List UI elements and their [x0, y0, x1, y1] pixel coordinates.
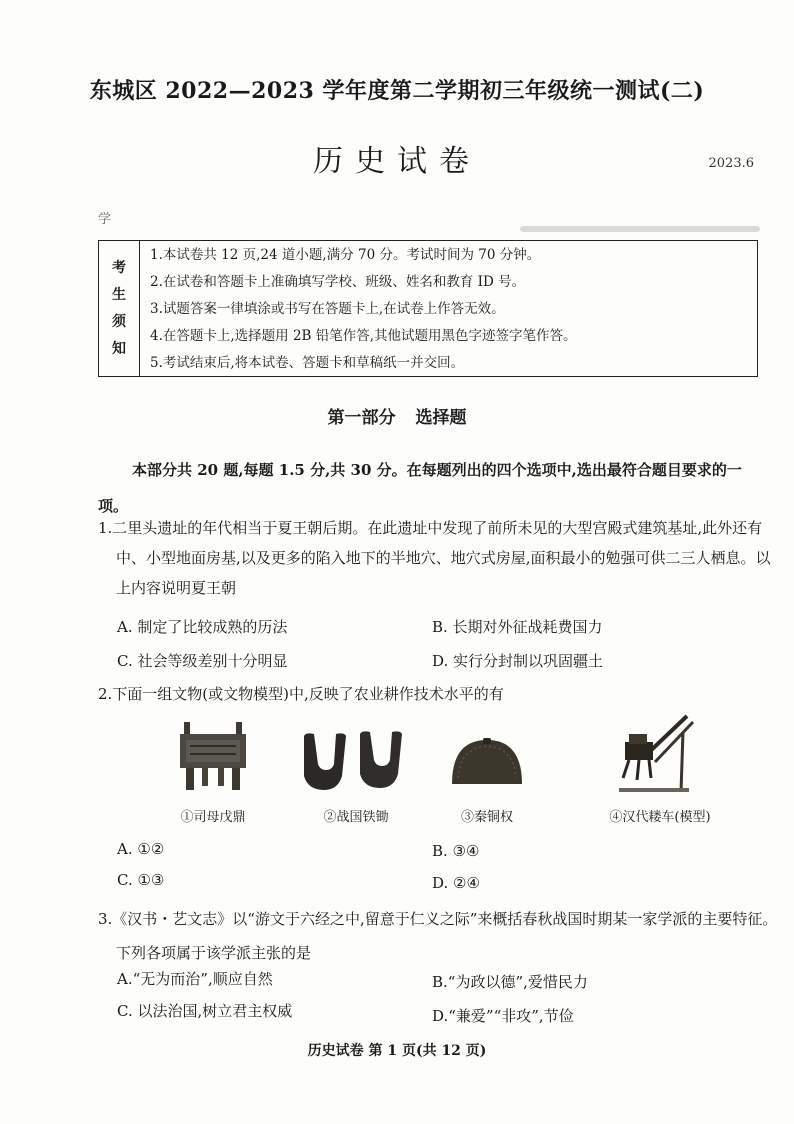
notice-list: [140, 241, 757, 376]
notice-item: 1.本试卷共 12 页,24 道小题,满分 70 分。考试时间为 70 分钟。: [150, 246, 541, 263]
iron-hoe-image: [300, 730, 412, 792]
scan-smudge: [520, 226, 760, 232]
notice-heading-char: 生: [112, 286, 126, 303]
q1-option-c: C. 社会等级差别十分明显: [117, 652, 288, 670]
exam-title: 东城区 2022—2023 学年度第二学期初三年级统一测试(二): [89, 78, 705, 104]
page-footer: 历史试卷 第 1 页(共 12 页): [307, 1043, 487, 1059]
candidate-notice-box: [98, 240, 758, 377]
notice-item: 4.在答题卡上,选择题用 2B 铅笔作答,其他试题用黑色字迹签字笔作答。: [150, 327, 577, 344]
q2-option-a: A. ①②: [117, 840, 165, 858]
q3-option-b: B.“为政以德”,爱惜民力: [432, 973, 588, 991]
q3-option-d: D.“兼爱”“非攻”,节俭: [432, 1007, 574, 1025]
caption-seed-drill: ④汉代耧车(模型): [609, 810, 711, 825]
question-2-stem: 2.下面一组文物(或文物模型)中,反映了农业耕作技术水平的有: [98, 685, 504, 703]
notice-item: 3.试题答案一律填涂或书写在答题卡上,在试卷上作答无效。: [150, 300, 505, 317]
subject-title: 历史试卷: [313, 144, 481, 179]
q1-option-b: B. 长期对外征战耗费国力: [432, 618, 603, 636]
q2-option-c: C. ①③: [117, 871, 165, 889]
qin-bronze-weight-image: [450, 738, 524, 788]
notice-heading-char: 考: [112, 259, 126, 276]
school-field-fragment: 学: [98, 212, 112, 227]
simuwu-ding-image: [178, 720, 248, 792]
notice-heading-char: 须: [112, 313, 126, 330]
q2-option-d: D. ②④: [432, 874, 480, 892]
notice-heading: [99, 241, 140, 376]
section-title: 第一部分 选择题: [327, 408, 467, 428]
question-1-stem: 1.二里头遗址的年代相当于夏王朝后期。在此遗址中发现了前所未见的大型宫殿式建筑基址,此外还有中、小型地面房基,以及更多的陷入地下的半地穴、地穴式房屋,面积最小的勉强可供二三人栖息。以上内容说明夏王朝: [98, 519, 771, 597]
notice-item: 5.考试结束后,将本试卷、答题卡和草稿纸一并交回。: [150, 354, 465, 371]
q1-option-d: D. 实行分封制以巩固疆土: [432, 652, 604, 670]
han-seed-drill-image: [615, 712, 695, 794]
q2-option-b: B. ③④: [432, 842, 480, 860]
caption-hoe: ②战国铁锄: [323, 810, 389, 825]
q1-option-a: A. 制定了比较成熟的历法: [117, 618, 288, 636]
q3-option-c: C. 以法治国,树立君主权威: [117, 1002, 293, 1020]
question-3-stem: 3.《汉书・艺文志》以“游文于六经之中,留意于仁义之际”来概括春秋战国时期某一家学派的主要特征。下列各项属于该学派主张的是: [98, 910, 778, 962]
q3-option-a: A.“无为而治”,顺应自然: [117, 970, 273, 988]
notice-heading-char: 知: [112, 340, 126, 357]
caption-weight: ③秦铜权: [460, 810, 513, 825]
notice-item: 2.在试卷和答题卡上准确填写学校、班级、姓名和教育 ID 号。: [150, 273, 526, 290]
section-instructions: 本部分共 20 题,每题 1.5 分,共 30 分。在每题列出的四个选项中,选出最符合题目要求的一项。: [98, 461, 742, 515]
exam-date: 2023.6: [708, 156, 754, 171]
caption-ding: ①司母戊鼎: [180, 810, 246, 825]
